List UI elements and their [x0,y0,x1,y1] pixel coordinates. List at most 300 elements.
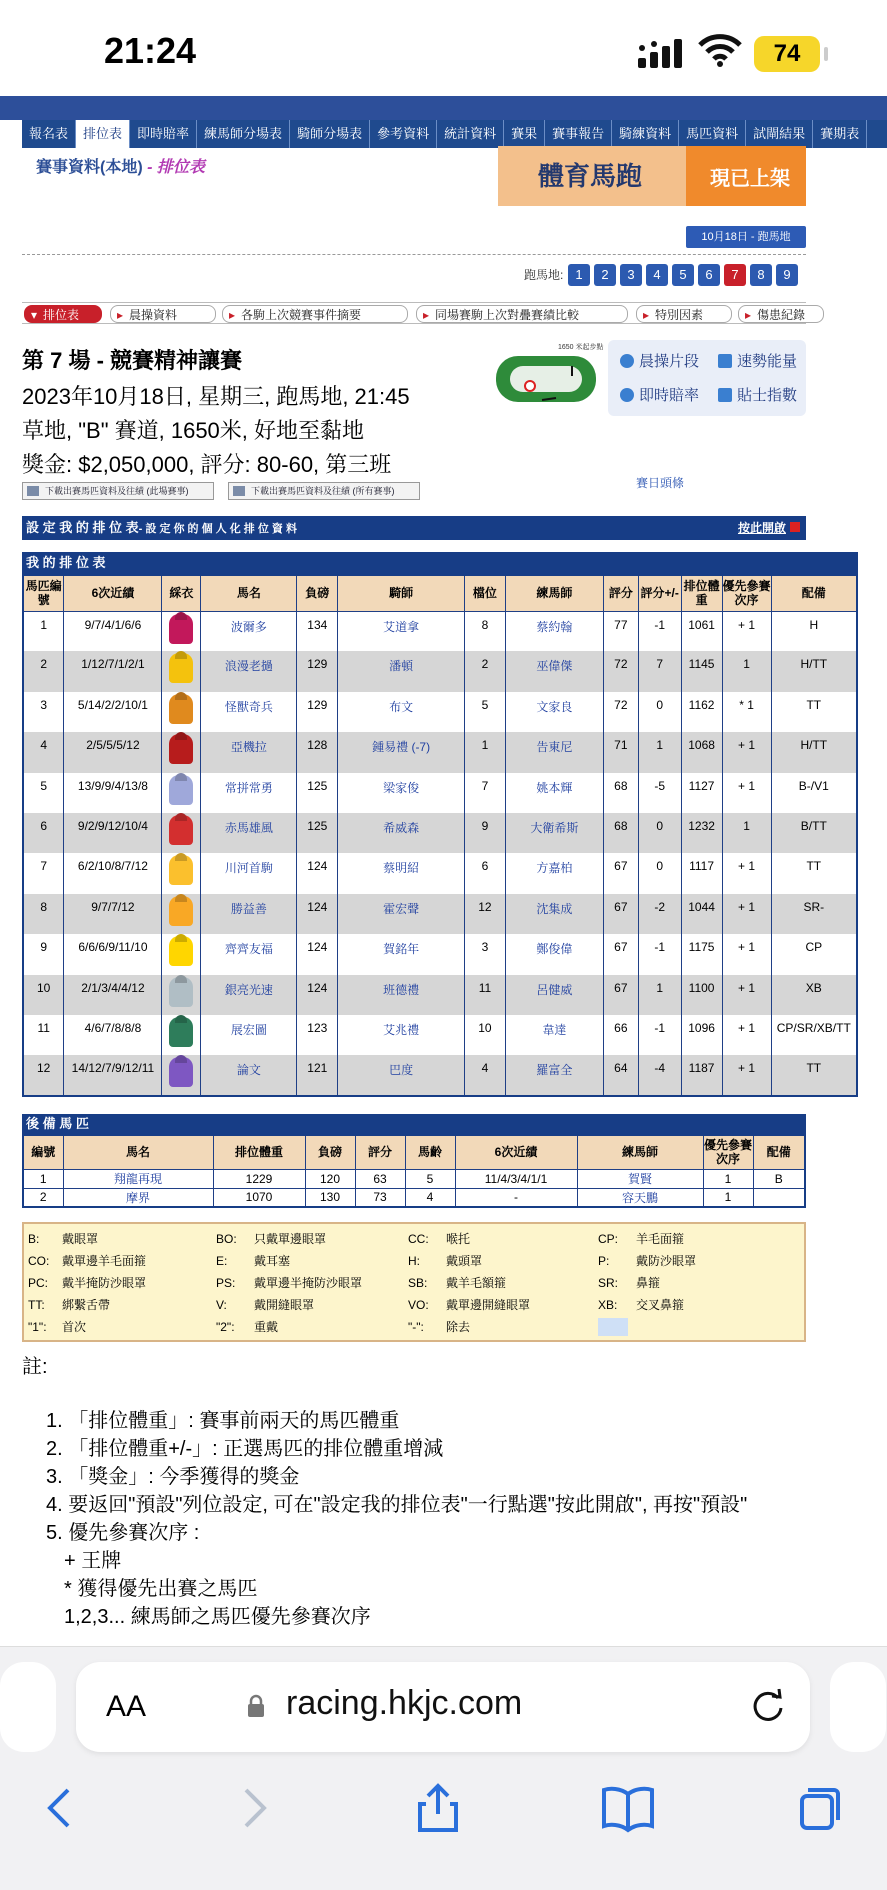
runner-rating: 67 [603,894,638,934]
runner-jockey[interactable]: 艾兆禮 [338,1015,465,1055]
runner-name[interactable]: 浪漫老撾 [201,651,297,691]
runner-pri: * 1 [722,692,771,732]
jockey-silk-icon [169,1017,193,1047]
runner-name[interactable]: 常拼常勇 [201,773,297,813]
runner-row [23,773,857,813]
legend-desc: 戴頭罩 [446,1254,483,1268]
runner-row [23,1055,857,1095]
legend-desc: 戴半掩防沙眼罩 [62,1276,147,1290]
jockey-silk-icon [169,1057,193,1087]
download-all-races-button[interactable]: 下載出賽馬匹資料及往績 (所有賽事) [228,482,420,500]
nav-item[interactable]: 賽期表 [813,120,867,148]
reserve-cell [753,1188,805,1207]
runner-rd: 7 [638,651,681,691]
tab-special-factors[interactable]: ▸ 特別因素 [636,305,732,323]
runner-rd: -1 [638,934,681,974]
column-header[interactable]: 馬匹編號 [23,575,64,611]
race-button-8[interactable]: 8 [750,264,772,286]
legend-code: SR: [598,1276,619,1290]
runner-bw: 1068 [681,732,722,772]
runner-pri: + 1 [722,975,771,1015]
runner-no: 5 [23,773,64,813]
race-selector-label: 跑馬地: [524,268,564,282]
runner-jockey[interactable]: 霍宏聲 [338,894,465,934]
column-header[interactable]: 評分 [603,575,638,611]
runner-pri: 1 [722,651,771,691]
reserve-column-header: 配備 [753,1135,805,1169]
runner-bw: 1187 [681,1055,722,1095]
nav-item[interactable]: 報名表 [22,120,76,148]
race-button-6[interactable]: 6 [698,264,720,286]
column-header[interactable]: 馬名 [201,575,297,611]
legend-code: H: [408,1254,420,1268]
track-start-label: 1650 米起步點 [558,344,604,351]
advert-text: 現已上架 [710,168,790,190]
runner-wt: 124 [297,934,338,974]
runner-no: 6 [23,813,64,853]
runner-rd: 1 [638,975,681,1015]
nav-item[interactable]: 賽事報告 [545,120,612,148]
runner-bw: 1232 [681,813,722,853]
runner-name[interactable]: 川河首駒 [201,853,297,893]
tab-injury-record[interactable]: ▸ 傷患紀錄 [738,305,824,323]
runner-jockey[interactable]: 布文 [338,692,465,732]
reserve-cell: 1070 [213,1188,305,1207]
runner-form: 14/12/7/9/12/11 [64,1055,162,1095]
runner-form: 6/2/10/8/7/12 [64,853,162,893]
runner-trainer[interactable]: 巫偉傑 [505,651,603,691]
runner-wt: 124 [297,975,338,1015]
reserve-column-header: 負磅 [305,1135,355,1169]
legend-desc: 戴防沙眼罩 [636,1254,697,1268]
my-table-title: 我 的 排 位 表 [22,552,858,574]
reserve-title: 後 備 馬 匹 [22,1114,806,1134]
runner-pri: 1 [722,813,771,853]
runner-rating: 71 [603,732,638,772]
runner-jockey[interactable]: 希威森 [338,813,465,853]
runner-trainer[interactable]: 羅富全 [505,1055,603,1095]
runner-wt: 129 [297,651,338,691]
column-header[interactable]: 綵衣 [162,575,201,611]
note-item: 4. 要返回"預設"列位設定, 可在"設定我的排位表"一行點選"按此開啟", 再按"預設" [46,1494,748,1516]
runner-wt: 123 [297,1015,338,1055]
race-info-line2: 草地, "B" 賽道, 1650米, 好地至黏地 [22,418,365,443]
racecard-table [22,574,858,1097]
legend-desc: 交叉鼻箍 [636,1298,685,1312]
reserve-column-header: 練馬師 [577,1135,703,1169]
runner-pri: + 1 [722,773,771,813]
reload-icon[interactable] [748,1686,788,1726]
nav-item[interactable]: 練馬師分場表 [197,120,290,148]
runner-rd: -2 [638,894,681,934]
runner-rating: 67 [603,853,638,893]
reserve-cell: 120 [305,1169,355,1188]
jockey-silk-icon [169,614,193,644]
runner-rd: 1 [638,732,681,772]
legend-code: "-": [408,1320,424,1334]
runner-draw: 11 [464,975,505,1015]
column-header[interactable]: 6次近績 [64,575,162,611]
reserve-cell[interactable]: 翔龍再現 [63,1169,213,1188]
reserve-cell: 5 [405,1169,455,1188]
runner-jockey[interactable]: 潘頓 [338,651,465,691]
runner-form: 9/2/9/12/10/4 [64,813,162,853]
runner-draw: 10 [464,1015,505,1055]
legend-code: PC: [28,1276,49,1290]
runner-row [23,651,857,691]
settings-open-link[interactable]: 按此開啟 [738,516,786,540]
runner-draw: 7 [464,773,505,813]
legend-item [408,1318,470,1335]
legend-code: SB: [408,1276,428,1290]
runner-name[interactable]: 怪獸奇兵 [201,692,297,732]
legend-desc: 戴眼罩 [62,1232,99,1246]
divider [22,254,806,255]
reserve-cell: 63 [355,1169,405,1188]
race-button-3[interactable]: 3 [620,264,642,286]
forward-icon[interactable] [222,1778,282,1838]
runner-draw: 12 [464,894,505,934]
runner-draw: 3 [464,934,505,974]
column-header[interactable]: 負磅 [297,575,338,611]
runner-name[interactable]: 赤馬雄風 [201,813,297,853]
reader-aa-button[interactable]: AA [106,1690,147,1723]
legend-desc: 戴單邊羊毛面箍 [62,1254,147,1268]
tab-racecard[interactable]: ▾ 排位表 [24,305,102,323]
runner-gear: H/TT [771,651,857,691]
runner-rating: 66 [603,1015,638,1055]
race-button-5[interactable]: 5 [672,264,694,286]
next-tab-preview[interactable] [830,1662,886,1752]
column-header[interactable]: 配備 [771,575,857,611]
silk-cell [162,853,201,893]
settings-subtitle: - 設 定 你 的 個 人 化 排 位 資 料 [138,523,297,535]
race-button-7[interactable]: 7 [724,264,746,286]
main-nav [22,120,887,148]
runner-jockey[interactable]: 鍾易禮 (-7) [338,732,465,772]
runner-name[interactable]: 亞機拉 [201,732,297,772]
runner-rd: 0 [638,853,681,893]
silk-cell [162,732,201,772]
runner-bw: 1145 [681,651,722,691]
note-item: 3. 「獎金」: 今季獲得的獎金 [46,1466,300,1488]
legend-item [408,1230,470,1247]
nav-item[interactable]: 騎師分場表 [290,120,370,148]
reserve-cell: 1 [703,1188,753,1207]
runner-rating: 67 [603,975,638,1015]
quick-link-speed-pro[interactable]: 速勢能量 [718,350,797,371]
silk-cell [162,975,201,1015]
reserve-cell[interactable]: 摩界 [63,1188,213,1207]
advert-banner[interactable] [498,146,806,206]
runner-trainer[interactable]: 姚本輝 [505,773,603,813]
legend-desc: 喉托 [446,1232,471,1246]
runner-gear: CP/SR/XB/TT [771,1015,857,1055]
reserve-cell: B [753,1169,805,1188]
runner-no: 1 [23,611,64,651]
share-icon[interactable] [408,1778,468,1838]
runner-jockey[interactable]: 賀銘年 [338,934,465,974]
nav-item-active[interactable]: 排位表 [76,120,130,148]
legend-code: CP: [598,1232,619,1246]
reserve-column-header: 優先參賽次序 [703,1135,753,1169]
jockey-silk-icon [169,977,193,1007]
chart-icon [718,388,732,402]
legend-item [598,1230,684,1247]
runner-form: 13/9/9/4/13/8 [64,773,162,813]
jockey-silk-icon [169,734,193,764]
silk-cell [162,894,201,934]
runner-jockey[interactable]: 班德禮 [338,975,465,1015]
legend-item [28,1274,146,1291]
runner-draw: 2 [464,651,505,691]
reserve-cell: 1 [23,1169,63,1188]
jockey-silk-icon [169,855,193,885]
headline-link[interactable]: 賽日頭條 [636,476,685,490]
runner-trainer[interactable]: 文家良 [505,692,603,732]
runner-rating: 72 [603,692,638,732]
settings-bar [22,516,806,540]
runner-wt: 121 [297,1055,338,1095]
runner-bw: 1061 [681,611,722,651]
legend-empty-cell [598,1318,628,1336]
runner-trainer[interactable]: 沈集成 [505,894,603,934]
runner-draw: 1 [464,732,505,772]
runner-name[interactable]: 勝益善 [201,894,297,934]
runner-pri: + 1 [722,934,771,974]
runner-name[interactable]: 波爾多 [201,611,297,651]
legend-code: P: [598,1254,610,1268]
runner-form: 9/7/4/1/6/6 [64,611,162,651]
legend-item [216,1274,362,1291]
reserve-column-header: 排位體重 [213,1135,305,1169]
odds-icon [620,388,634,402]
runner-no: 3 [23,692,64,732]
runner-row [23,813,857,853]
runner-bw: 1175 [681,934,722,974]
nav-item[interactable]: 馬匹資料 [679,120,746,148]
nav-item[interactable]: 參考資料 [370,120,437,148]
chart-icon [718,354,732,368]
runner-bw: 1044 [681,894,722,934]
jockey-silk-icon [169,775,193,805]
runner-name[interactable]: 論文 [201,1055,297,1095]
runner-row [23,853,857,893]
runner-draw: 8 [464,611,505,651]
silk-cell [162,773,201,813]
reserve-cell: 130 [305,1188,355,1207]
legend-desc: 綁繫舌帶 [62,1298,111,1312]
runner-rating: 77 [603,611,638,651]
legend-code: "2": [216,1320,235,1334]
quick-link-trackwork-video[interactable]: 晨操片段 [620,350,699,371]
meeting-date-button[interactable]: 10月18日 - 跑馬地 [686,226,806,248]
legend-item [598,1296,684,1313]
reserve-column-header: 馬齡 [405,1135,455,1169]
legend-code: V: [216,1298,227,1312]
runner-row [23,692,857,732]
runner-pri: + 1 [722,1055,771,1095]
column-header[interactable]: 評分+/- [638,575,681,611]
runner-trainer[interactable]: 方嘉柏 [505,853,603,893]
runner-form: 5/14/2/2/10/1 [64,692,162,732]
silk-cell [162,1055,201,1095]
runner-name[interactable]: 展宏圖 [201,1015,297,1055]
legend-code: CO: [28,1254,50,1268]
reserve-table [22,1114,806,1208]
runner-bw: 1100 [681,975,722,1015]
runner-gear: CP [771,934,857,974]
reserve-cell: 11/4/3/4/1/1 [455,1169,577,1188]
runner-wt: 124 [297,853,338,893]
race-button-4[interactable]: 4 [646,264,668,286]
nav-item[interactable]: 即時賠率 [130,120,197,148]
runner-wt: 128 [297,732,338,772]
reserve-cell[interactable]: 賀賢 [577,1169,703,1188]
quick-link-tips-index[interactable]: 貼士指數 [718,384,797,405]
reserve-cell[interactable]: 容天鵬 [577,1188,703,1207]
runner-wt: 129 [297,692,338,732]
runner-jockey[interactable]: 蔡明紹 [338,853,465,893]
legend-desc: 戴羊毛額箍 [446,1276,507,1290]
legend-desc: 戴耳塞 [254,1254,291,1268]
runner-rd: 0 [638,813,681,853]
runner-name[interactable]: 齊齊友福 [201,934,297,974]
url-text[interactable]: racing.hkjc.com [286,1684,523,1722]
column-header[interactable]: 檔位 [464,575,505,611]
runner-bw: 1162 [681,692,722,732]
runner-pri: + 1 [722,1015,771,1055]
battery-indicator: 74 [754,36,820,72]
race-button-9[interactable]: 9 [776,264,798,286]
tabs-icon[interactable] [786,1778,846,1838]
legend-code: B: [28,1232,40,1246]
runner-trainer[interactable]: 蔡約翰 [505,611,603,651]
runner-gear: XB [771,975,857,1015]
silk-cell [162,1015,201,1055]
quick-link-live-odds[interactable]: 即時賠率 [620,384,699,405]
reserve-cell: - [455,1188,577,1207]
legend-item [408,1252,482,1269]
breadcrumb [36,154,205,177]
jockey-silk-icon [169,653,193,683]
runner-row [23,1015,857,1055]
runner-trainer[interactable]: 大衛希斯 [505,813,603,853]
runner-draw: 5 [464,692,505,732]
nav-item[interactable]: 統計資料 [437,120,504,148]
nav-item[interactable]: 賽果 [504,120,545,148]
note-item: 5. 優先參賽次序 : [46,1522,200,1544]
legend-code: CC: [408,1232,429,1246]
address-bar[interactable] [76,1662,810,1752]
runner-wt: 125 [297,773,338,813]
legend-item [216,1296,314,1313]
legend-item [408,1274,506,1291]
silk-cell [162,651,201,691]
column-header[interactable]: 練馬師 [505,575,603,611]
download-this-race-button[interactable]: 下載出賽馬匹資料及往績 (此場賽事) [22,482,214,500]
lock-icon [246,1694,266,1718]
runner-jockey[interactable]: 巴度 [338,1055,465,1095]
runner-no: 9 [23,934,64,974]
runner-gear: TT [771,853,857,893]
runner-trainer[interactable]: 韋達 [505,1015,603,1055]
legend-code: PS: [216,1276,236,1290]
column-header[interactable]: 騎師 [338,575,465,611]
legend-desc: 戴開縫眼罩 [254,1298,315,1312]
back-icon[interactable] [32,1778,92,1838]
legend-code: E: [216,1254,228,1268]
race-title: 第 7 場 - 競賽精神讓賽 [22,348,243,373]
runner-form: 6/6/6/9/11/10 [64,934,162,974]
tab-head-to-head[interactable]: ▸ 同場賽駒上次對疊賽績比較 [416,305,628,323]
notes-title: 註: [22,1356,48,1378]
runner-trainer[interactable]: 告東尼 [505,732,603,772]
tab-trackwork[interactable]: ▸ 晨操資料 [110,305,216,323]
runner-gear: SR- [771,894,857,934]
column-header[interactable]: 優先參賽次序 [722,575,771,611]
runner-gear: H/TT [771,732,857,772]
runner-rd: -1 [638,611,681,651]
runner-gear: H [771,611,857,651]
runner-row [23,732,857,772]
runner-rating: 72 [603,651,638,691]
clock: 21:24 [104,30,197,71]
race-button-2[interactable]: 2 [594,264,616,286]
runner-bw: 1096 [681,1015,722,1055]
reserve-cell: 1229 [213,1169,305,1188]
runner-form: 1/12/7/1/2/1 [64,651,162,691]
prev-tab-preview[interactable] [0,1662,56,1752]
runner-rd: -5 [638,773,681,813]
tab-last-race-incidents[interactable]: ▸ 各駒上次競賽事件摘要 [222,305,408,323]
legend-desc: 鼻箍 [636,1276,661,1290]
note-item: 1. 「排位體重」: 賽事前兩天的馬匹體重 [46,1410,400,1432]
nav-item[interactable]: 試閘結果 [746,120,813,148]
note-item: 2. 「排位體重+/-」: 正選馬匹的排位體重增減 [46,1438,444,1460]
legend-code: TT: [28,1298,45,1312]
race-info-line1: 2023年10月18日, 星期三, 跑馬地, 21:45 [22,384,410,409]
runner-row [23,975,857,1015]
wifi-icon [698,32,742,68]
runner-wt: 124 [297,894,338,934]
legend-item [28,1230,98,1247]
sub-tabs [22,302,806,324]
reserve-cell: 73 [355,1188,405,1207]
runner-jockey[interactable]: 艾道拿 [338,611,465,651]
runner-jockey[interactable]: 梁家俊 [338,773,465,813]
runner-rd: -1 [638,1015,681,1055]
column-header[interactable]: 排位體重 [681,575,722,611]
runner-trainer[interactable]: 呂健威 [505,975,603,1015]
nav-item[interactable]: 騎練資料 [612,120,679,148]
bookmarks-icon[interactable] [598,1778,658,1838]
runner-row [23,611,857,651]
legend-item [28,1252,146,1269]
runner-trainer[interactable]: 鄭俊偉 [505,934,603,974]
runner-name[interactable]: 銀亮光速 [201,975,297,1015]
legend-code: BO: [216,1232,237,1246]
settings-title: 設 定 我 的 排 位 表 [26,520,139,535]
runner-form: 4/6/7/8/8/8 [64,1015,162,1055]
legend-desc: 戴單邊半掩防沙眼罩 [254,1276,363,1290]
runner-form: 2/5/5/5/12 [64,732,162,772]
runner-pri: + 1 [722,732,771,772]
race-button-1[interactable]: 1 [568,264,590,286]
legend-desc: 重戴 [254,1320,279,1334]
runner-pri: + 1 [722,894,771,934]
legend-item [28,1318,86,1335]
